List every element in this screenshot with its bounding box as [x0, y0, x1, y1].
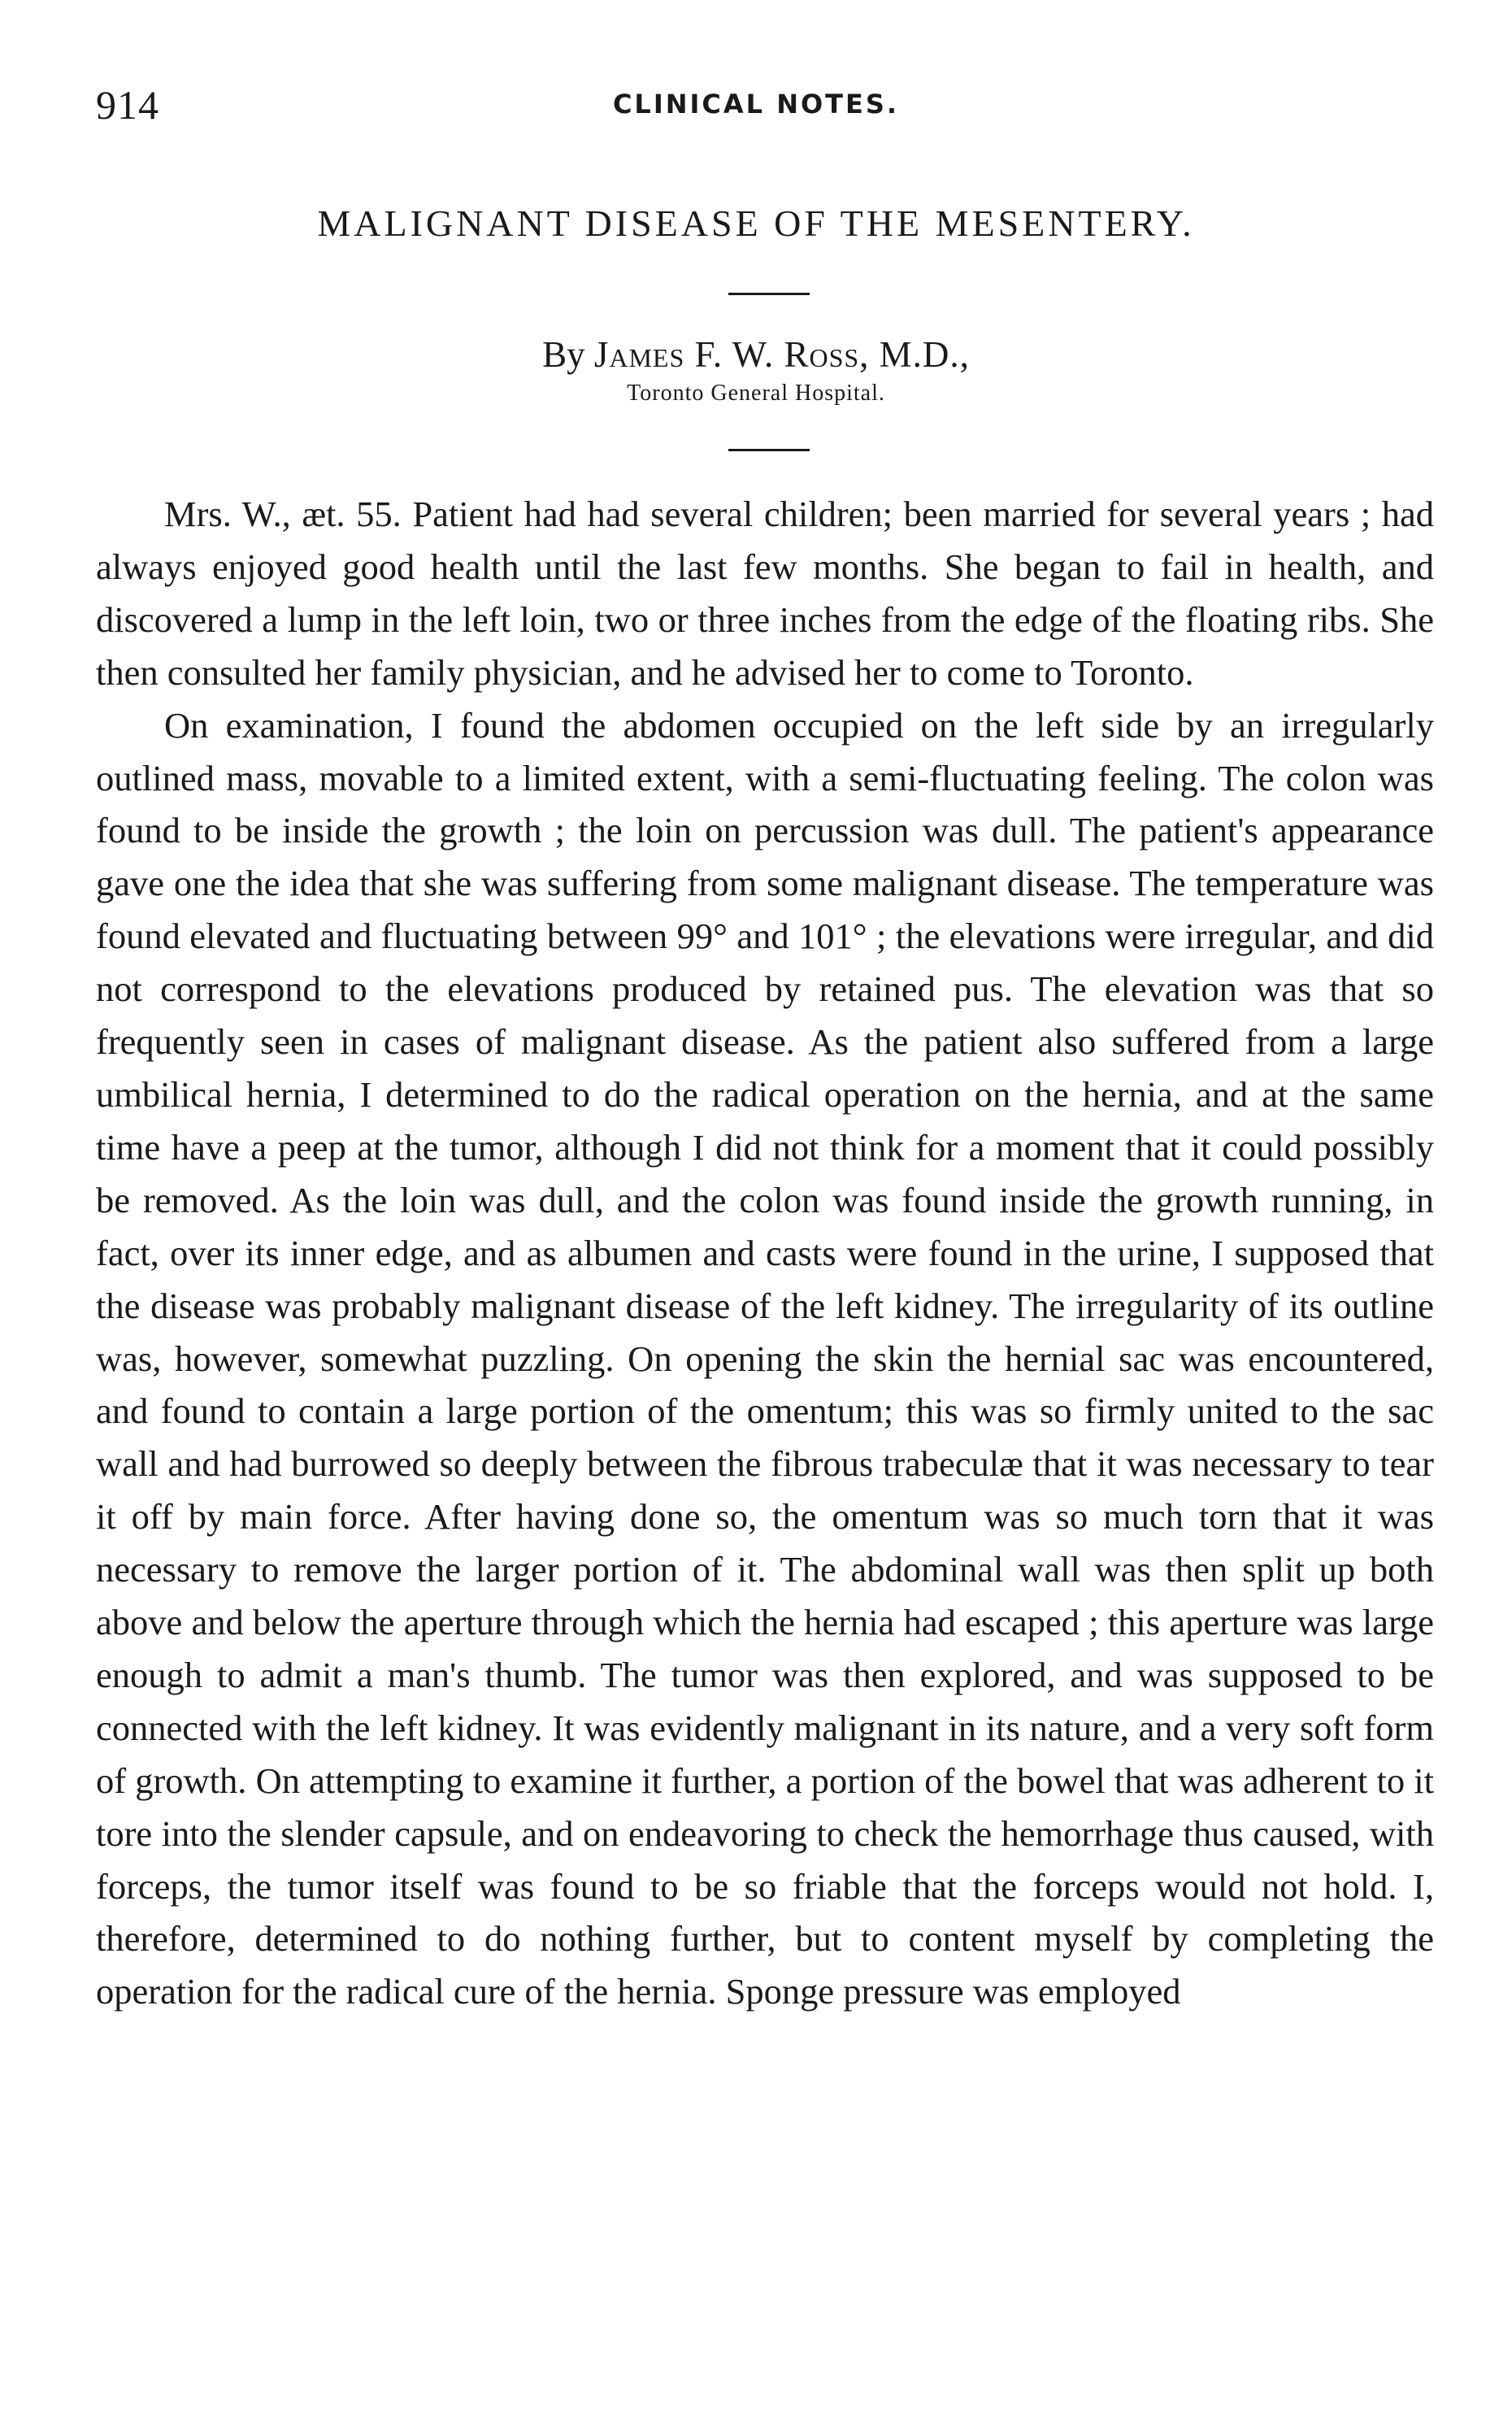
article-title: MALIGNANT DISEASE OF THE MESENTERY.	[317, 202, 1195, 244]
author-affiliation: Toronto General Hospital.	[627, 381, 885, 406]
article-body	[96, 488, 1434, 2018]
title-divider	[728, 293, 810, 295]
byline-divider	[728, 449, 810, 451]
byline	[0, 334, 1512, 375]
byline-prefix: By	[542, 334, 585, 375]
paragraph-case-history: Mrs. W., æt. 55. Patient had had several children; been married for several years ; had always enjoyed good health until the last few months. She began to fail in health, and discovered a lump in the left loin, two or three inches from the edge of the floating ribs. She then consulted her family physician, and he advised her to come to Toronto.	[96, 494, 1434, 693]
paragraph-examination: On examination, I found the abdomen occupied on the left side by an irregularly outlined mass, movable to a limited extent, with a semi-fluctuating feeling. The colon was found to be inside the growth ; the loin on percussion was dull. The patient's appearance gave one the idea that she was suffering from some malignant disease. The temperature was found elevated and fluctuating between 99° and 101° ; the elevations were irregular, and did not correspond to the elevations produced by retained pus. The elevation was that so frequently seen in cases of malignant disease. As the patient also suffered from a large umbilical hernia, I determined to do the radical operation on the hernia, and at the same time have a peep at the tumor, although I did not think for a moment that it could possibly be removed. As the loin was dull, and the colon was found inside the growth running, in fact, over its inner edge, and as albumen and casts were found in the urine, I supposed that the disease was probably malignant disease of the left kidney. The irregularity of its outline was, however, somewhat puzzling. On opening the skin the hernial sac was encountered, and found to contain a large portion of the omentum; this was so firmly united to the sac wall and had burrowed so deeply between the fibrous trabeculæ that it was necessary to tear it off by main force. After having done so, the omentum was so much torn that it was necessary to remove the larger portion of it. The abdominal wall was then split up both above and below the aperture through which the hernia had escaped ; this aperture was large enough to admit a man's thumb. The tumor was then explored, and was supposed to be connected with the left kidney. It was evidently malignant in its nature, and a very soft form of growth. On attempting to examine it further, a portion of the bowel that was adherent to it tore into the slender capsule, and on endeavoring to check the hemorrhage thus caused, with forceps, the tumor itself was found to be so friable that the forceps would not hold. I, therefore, determined to do nothing further, but to content myself by completing the operation for the radical cure of the hernia. Sponge pressure was employed	[96, 704, 1434, 2012]
author-name: James F. W. Ross, M.D.,	[593, 334, 970, 375]
running-head: CLINICAL NOTES.	[612, 89, 900, 120]
page-number: 914	[96, 82, 159, 128]
